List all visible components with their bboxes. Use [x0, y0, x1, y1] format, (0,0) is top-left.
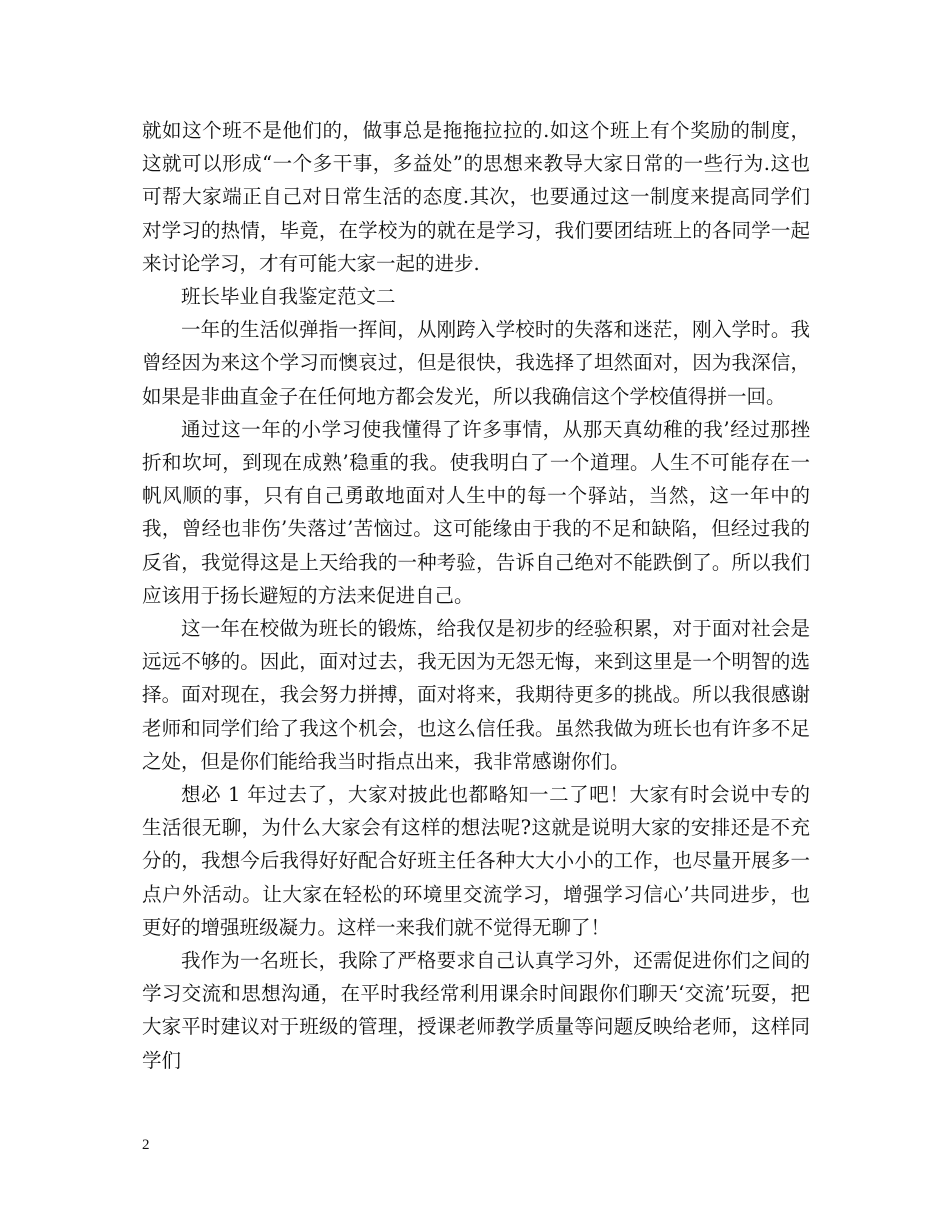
paragraph-4: 这一年在校做为班长的锻炼，给我仅是初步的经验积累，对于面对社会是远远不够的。因此，面对过去，我无因为无怨无悔，来到这里是一个明智的选择。面对现在，我会努力拼搏，面对将来，我期待更多的挑战。所以我很感谢老师和同学们给了我这个机会，也这么信任我。虽然我做为班长也有许多不足之处，但是你们能给我当时指点出来，我非常感谢你们。 — [142, 617, 810, 773]
paragraph-5: 想必 1 年过去了，大家对披此也都略知一二了吧！大家有时会说中专的生活很无聊，为什么大家会有这样的想法呢?这就是说明大家的安排还是不充分的，我想今后我得好好配合好班主任各种大大小小的工作，也尽量开展多一点户外活动。让大家在轻松的环境里交流学习，增强学习信心’共同进步，也更好的增强班级凝力。这样一来我们就不觉得无聊了！ — [142, 783, 810, 939]
paragraph-3: 通过这一年的小学习使我懂得了许多事情，从那天真幼稚的我’经过那挫折和坎坷，到现在成熟’稳重的我。使我明白了一个道理。人生不可能存在一帆风顺的事，只有自己勇敢地面对人生中的每一个驿站，当然，这一年中的我，曾经也非伤’失落过’苦恼过。这可能缘由于我的不足和缺陷，但经过我的反省，我觉得这是上天给我的一种考验，告诉自己绝对不能跌倒了。所以我们应该用于扬长避短的方法来促进自己。 — [142, 417, 810, 607]
paragraph-6: 我作为一名班长，我除了严格要求自己认真学习外，还需促进你们之间的学习交流和思想沟通，在平时我经常利用课余时间跟你们聊天‘交流’玩耍，把大家平时建议对于班级的管理，授课老师教学质量等问题反映给老师，这样同学们 — [142, 949, 810, 1072]
paragraph-2: 一年的生活似弹指一挥间，从刚跨入学校时的失落和迷茫，刚入学时。我曾经因为来这个学习而懊哀过，但是很快，我选择了坦然面对，因为我深信，如果是非曲直金子在任何地方都会发光，所以我确信这个学校值得拼一回。 — [142, 318, 810, 408]
page-number: 2 — [142, 1137, 150, 1153]
section-heading: 班长毕业自我鉴定范文二 — [181, 285, 396, 309]
paragraph-1: 就如这个班不是他们的，做事总是拖拖拉拉的.如这个班上有个奖励的制度，这就可以形成“一个多干事，多益处”的思想来教导大家日常的一些行为.这也可帮大家端正自己对日常生活的态度.其次，也要通过这一制度来提高同学们对学习的热情，毕竟，在学校为的就在是学习，我们要团结班上的各同学一起来讨论学习，才有可能大家一起的进步. — [142, 119, 810, 275]
document-body — [142, 114, 810, 1077]
